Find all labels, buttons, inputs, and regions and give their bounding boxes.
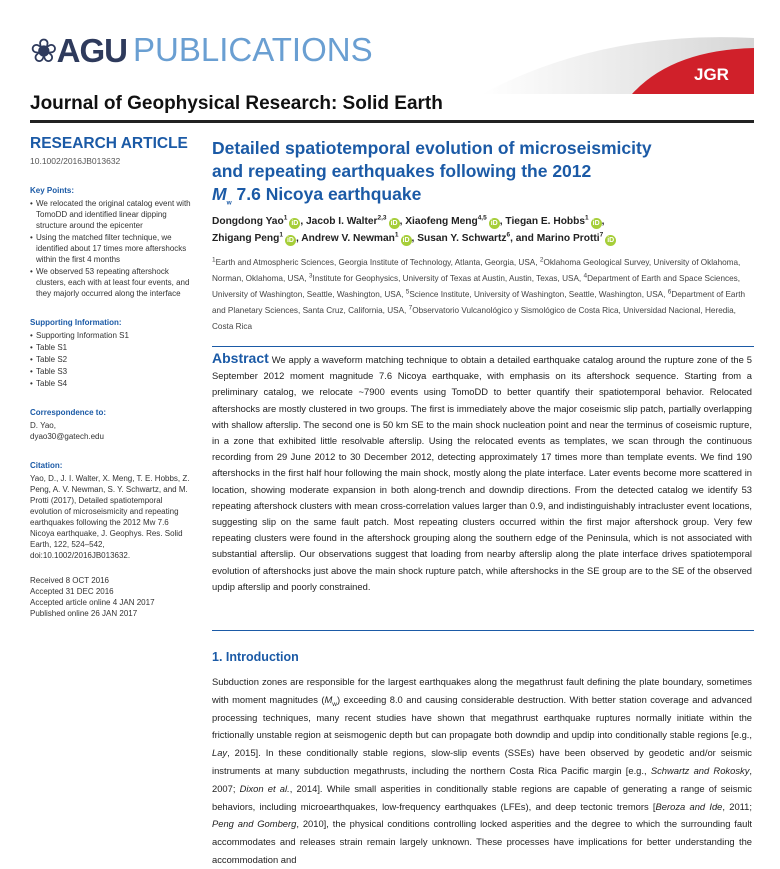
date-published: Published online 26 JAN 2017 (30, 609, 138, 618)
author-name[interactable]: Xiaofeng Meng (405, 216, 478, 227)
author-conjunction: and (515, 233, 534, 244)
orcid-icon[interactable]: iD (402, 237, 410, 244)
key-point: • Using the matched filter technique, we identified about 17 times more aftershocks within the first 4 months (30, 232, 195, 265)
abstract-top-rule (212, 346, 754, 347)
key-point: • We observed 53 repeating aftershock clusters, each with at least four events, and they majorly occurred along the interface (30, 266, 195, 299)
supporting-info-link[interactable]: • Table S4 (30, 378, 195, 389)
author-name[interactable]: Zhigang Peng (212, 233, 280, 244)
orcid-icon[interactable]: iD (390, 220, 398, 227)
supporting-info-link[interactable]: • Table S3 (30, 366, 195, 377)
orcid-icon[interactable]: iD (286, 237, 294, 244)
supporting-info-label: Supporting Information: (30, 318, 122, 327)
intro-mw-symbol: M (324, 693, 333, 705)
title-mw-symbol: M (212, 184, 227, 204)
orcid-icon[interactable]: iD (607, 237, 615, 244)
key-points-label: Key Points: (30, 186, 75, 195)
supporting-info-link[interactable]: • Supporting Information S1 (30, 330, 195, 341)
orcid-icon[interactable]: iD (490, 220, 498, 227)
author-row: Zhigang Peng$^1$iD , Andrew V. Newman$^1$iD , Susan Y. Schwartz$^6$, and Marino Protti$^7$iD (212, 231, 615, 244)
title-line (212, 183, 752, 206)
affiliation: Oklahoma Geological Survey, University of Oklahoma, Norman, Oklahoma, USA, (212, 258, 741, 283)
citation-ref: Peng and Gomberg (212, 818, 297, 830)
abstract-text: We apply a waveform matching technique to obtain a detailed earthquake catalog around the rupture zone of the 5 September 2012 moment magnitude 7.6 Nicoya earthquake, with emphasis on its aftershock sequence. Starting from a preliminary catalog, we relocate ~7900 events using TomoDD to better quantify their spatiotemporal behavior. Relocated aftershocks are mostly clustered in two groups. The first is immediately above the major coseismic slip patch, partially overlapping with shallow afterslip. The second one is 50 km SE to the main shock nucleation point and near the terminus of coseismic rupture, in a zone that exhibited little resolvable afterslip. Using the relocated events as templates, we scan through the continuous recording from 29 June 2012 to 30 December 2012, detecting approximately 17 times more than template events. We find 190 aftershocks in the first half hour following the main shock, mostly along the plate interface. Later events become more scattered in location, showing moderate expansion in both along-trench and downdip directions. From the detected catalog we identify 53 repeating aftershock clusters with mean cross-correlation values larger than 0.9, and indistinguishably intracluster event locations, suggesting slip on the same fault patch. Most repeating clusters occurred within the first major aftershock group. Very few repeating clusters were found in the aftershock grouping along the southern edge of the Peninsula, which is not associated with substantial afterslip. Our observations suggest that loading from nearby afterslip along the plate interface drives spatiotemporal evolution of aftershocks just above the main shock rupture patch, while aftershocks in the SE group are to the SE of the observed updip afterslip and poorly constrained. (212, 354, 752, 592)
author-name[interactable]: Andrew V. Newman (301, 233, 395, 244)
citation-ref: Schwartz and Rokosky (650, 764, 750, 776)
introduction-text: Subduction zones are responsible for the largest earthquakes along the megathrust fault defining the plate boundary, sometimes with moment magnitudes $(M_w)$ exceeding 8.0 and causing considerable destruction. With better station coverage and advanced processing techniques, many recent studies have shown that megathrust earthquake ruptures normally initiate within the frictionally unstable region at seismogenic depth but can propagate both downdip and updip into conditionally stable regions [e.g., Lay, 2015]. In these conditionally stable regions, slow-slip events (SSEs) have been observed by geodetic and/or seismic instruments at many subduction megathrusts, including the northern Costa Rica Pacific margin [e.g., Schwartz and Rokosky, 2007; Dixon et al., 2014]. While small asperities in conditionally stable regions are capable of generating a range of seismic behaviors, including microearthquakes, low-frequency earthquakes (LFEs), and deep tectonic tremors [Beroza and Ide, 2011; Peng and Gomberg, 2010], the physical conditions controlling locked asperities and the degree to which the surrounding fault accommodates and releases strain remain largely unknown. These processes have implications for better understanding the accommodation and (212, 676, 753, 865)
article-dates (30, 575, 195, 619)
doi[interactable]: 10.1002/2016JB013632 (30, 156, 121, 166)
date-accepted: Accepted 31 DEC 2016 (30, 587, 114, 596)
agu-publications-logo (30, 30, 373, 70)
date-accepted-online: Accepted article online 4 JAN 2017 (30, 598, 155, 607)
supporting-info-link[interactable]: • Table S1 (30, 342, 195, 353)
affiliation: Science Institute, University of Washington, Seattle, Washington, USA, (409, 290, 668, 299)
correspondence-label: Correspondence to: (30, 408, 107, 417)
abstract (212, 350, 752, 595)
author-name[interactable]: Dongdong Yao (212, 216, 284, 227)
author-name[interactable]: Marino Protti (536, 233, 600, 244)
citation-label: Citation: (30, 461, 63, 470)
correspondence-email[interactable]: dyao30@gatech.edu (30, 432, 104, 441)
orcid-icon[interactable]: iD (592, 220, 600, 227)
title-mw-subscript: w (226, 199, 232, 207)
author-name[interactable]: Tiegan E. Hobbs (505, 216, 586, 227)
affiliation: Observatorio Vulcanológico y Sismológico de Costa Rica, Universidad Nacional, Heredia, Costa Rica (212, 306, 736, 331)
affiliation: Department of Earth and Space Sciences, University of Washington, Seattle, Washington, USA, (212, 274, 741, 299)
journal-title: Journal of Geophysical Research: Solid Earth (30, 93, 443, 114)
author-name[interactable]: Susan Y. Schwartz (417, 233, 507, 244)
author-name[interactable]: Jacob I. Walter (305, 216, 378, 227)
jgr-label: JGR (694, 65, 729, 84)
citation-ref: Dixon et al. (239, 782, 290, 794)
header-rule (30, 120, 754, 123)
citation-ref: Beroza and Ide (655, 800, 723, 812)
affiliations: $^1$Earth and Atmospheric Sciences, Georgia Institute of Technology, Atlanta, Georgia, USA, $^2$Oklahoma Geological Survey, University of Oklahoma, Norman, Oklahoma, USA, $^3$Institute for Geophysics, University of Texas at Austin, Austin, Texas, USA, $^4$Department of Earth and Space Sciences, University of Washington, Seattle, Washington, USA, $^5$Science Institute, University of Washington, Seattle, Washington, USA, $^6$Department of Earth and Planetary Sciences, Santa Cruz, California, USA, $^7$Observatorio Vulcanológico y Sismológico de Costa Rica, Universidad Nacional, Heredia, Costa Rica (212, 256, 746, 331)
article-type: RESEARCH ARTICLE (30, 135, 188, 152)
jgr-banner (482, 30, 754, 94)
title-line: Detailed spatiotemporal evolution of microseismicity (212, 138, 652, 158)
correspondence-name: D. Yao, (30, 421, 56, 430)
citation-text: Yao, D., J. I. Walter, X. Meng, T. E. Hobbs, Z. Peng, A. V. Newman, S. Y. Schwartz, and M. Protti (2017), Detailed spatiotemporal evolution of microseismicity and repeating earthquakes following the 2012 Mw 7.6 Nicoya earthquake, J. Geophys. Res. Solid Earth, 122, 524–542, doi:10.1002/2016JB013632. (30, 474, 190, 560)
affiliation: Institute for Geophysics, University of Texas at Austin, Austin, Texas, USA, (312, 274, 584, 283)
abstract-heading: Abstract (212, 350, 269, 366)
supporting-info-list (30, 330, 195, 389)
agu-logo-mark: ❀AGU (30, 31, 127, 69)
publications-wordmark: PUBLICATIONS (132, 31, 373, 68)
affiliation: Earth and Atmospheric Sciences, Georgia Institute of Technology, Atlanta, Georgia, USA, (215, 258, 540, 267)
title-line3: 7.6 Nicoya earthquake (231, 184, 422, 204)
left-sidebar (30, 135, 195, 619)
section-heading-introduction: 1. Introduction (212, 650, 299, 664)
orcid-icon[interactable]: iD (291, 220, 299, 227)
date-received: Received 8 OCT 2016 (30, 576, 110, 585)
supporting-info-link[interactable]: • Table S2 (30, 354, 195, 365)
key-point: • We relocated the original catalog event with TomoDD and identified linear dipping structure around the epicenter (30, 198, 195, 231)
article-title (212, 137, 752, 206)
correspondence (30, 420, 195, 442)
affiliation: Department of Earth and Planetary Sciences, Santa Cruz, California, USA, (212, 290, 746, 315)
abstract-bottom-rule (212, 630, 754, 631)
citation-ref: Lay (212, 747, 228, 759)
author-row: Dongdong Yao$^1$iD , Jacob I. Walter$^{2,3}$iD , Xiaofeng Meng$^{4,5}$iD , Tiegan E. Hobbs$^1$iD , (212, 214, 605, 227)
key-points-list (30, 198, 195, 299)
title-line: and repeating earthquakes following the 2012 (212, 161, 592, 181)
author-list (212, 213, 752, 247)
